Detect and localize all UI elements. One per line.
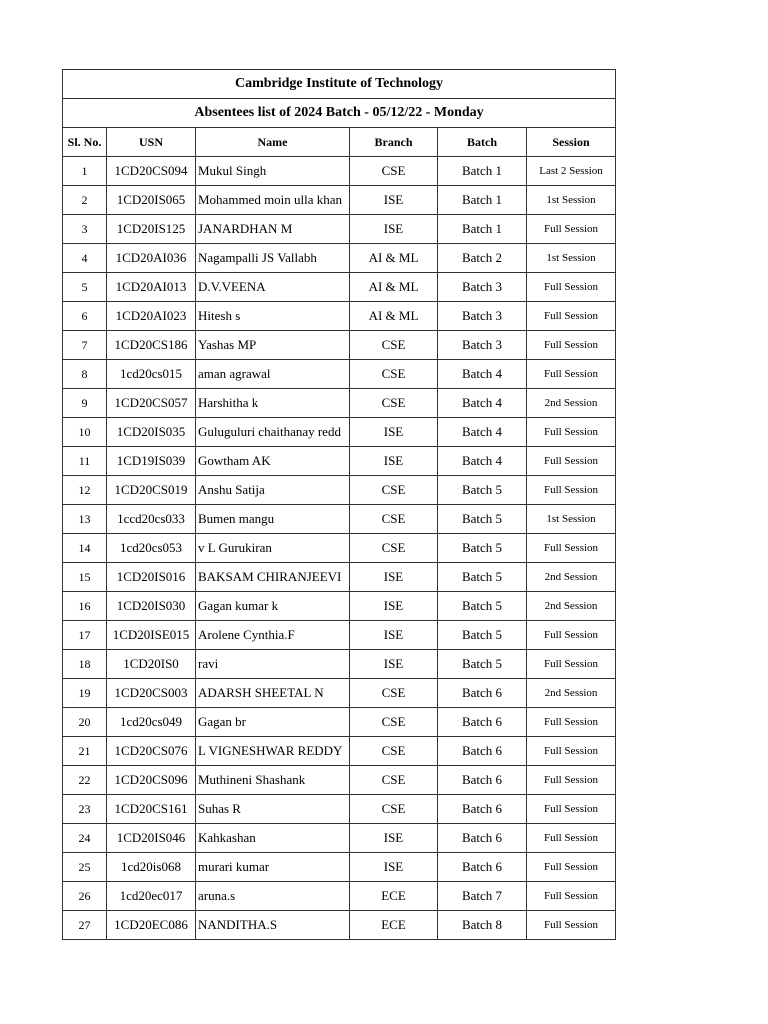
cell-branch: ISE	[350, 418, 438, 447]
table-row	[63, 737, 616, 766]
column-header-row	[63, 128, 616, 157]
cell-batch: Batch 3	[438, 273, 527, 302]
cell-batch: Batch 6	[438, 853, 527, 882]
cell-usn: 1CD20IS0	[107, 650, 196, 679]
table-row	[63, 331, 616, 360]
absentees-table	[62, 69, 616, 940]
institute-title: Cambridge Institute of Technology	[63, 70, 616, 99]
cell-sl: 5	[63, 273, 107, 302]
cell-sl: 16	[63, 592, 107, 621]
cell-session: 2nd Session	[527, 389, 616, 418]
cell-sl: 4	[63, 244, 107, 273]
cell-name: murari kumar	[196, 853, 350, 882]
cell-sl: 8	[63, 360, 107, 389]
cell-session: Full Session	[527, 534, 616, 563]
cell-name: NANDITHA.S	[196, 911, 350, 940]
cell-usn: 1CD20IS035	[107, 418, 196, 447]
cell-sl: 9	[63, 389, 107, 418]
cell-usn: 1CD20CS186	[107, 331, 196, 360]
cell-usn: 1CD20IS046	[107, 824, 196, 853]
cell-sl: 10	[63, 418, 107, 447]
cell-usn: 1cd20cs053	[107, 534, 196, 563]
cell-usn: 1CD20CS076	[107, 737, 196, 766]
table-row	[63, 853, 616, 882]
table-row	[63, 447, 616, 476]
cell-sl: 20	[63, 708, 107, 737]
column-header-batch: Batch	[438, 128, 527, 157]
cell-branch: ISE	[350, 563, 438, 592]
cell-usn: 1CD20CS003	[107, 679, 196, 708]
list-subtitle: Absentees list of 2024 Batch - 05/12/22 - Monday	[63, 99, 616, 128]
cell-batch: Batch 1	[438, 186, 527, 215]
table-row	[63, 650, 616, 679]
table-row	[63, 621, 616, 650]
table-row	[63, 418, 616, 447]
cell-sl: 26	[63, 882, 107, 911]
table-row	[63, 273, 616, 302]
cell-batch: Batch 4	[438, 447, 527, 476]
cell-sl: 11	[63, 447, 107, 476]
cell-batch: Batch 6	[438, 795, 527, 824]
cell-batch: Batch 1	[438, 157, 527, 186]
cell-batch: Batch 5	[438, 534, 527, 563]
cell-usn: 1CD20CS094	[107, 157, 196, 186]
table-row	[63, 215, 616, 244]
cell-sl: 22	[63, 766, 107, 795]
cell-session: 1st Session	[527, 505, 616, 534]
cell-sl: 17	[63, 621, 107, 650]
cell-sl: 6	[63, 302, 107, 331]
cell-batch: Batch 5	[438, 621, 527, 650]
cell-sl: 12	[63, 476, 107, 505]
cell-name: Arolene Cynthia.F	[196, 621, 350, 650]
cell-session: 2nd Session	[527, 592, 616, 621]
cell-name: Bumen mangu	[196, 505, 350, 534]
cell-name: Gagan br	[196, 708, 350, 737]
table-row	[63, 360, 616, 389]
cell-usn: 1CD20AI013	[107, 273, 196, 302]
table-row	[63, 302, 616, 331]
cell-name: Harshitha k	[196, 389, 350, 418]
cell-batch: Batch 6	[438, 708, 527, 737]
cell-name: aruna.s	[196, 882, 350, 911]
column-header-name: Name	[196, 128, 350, 157]
cell-usn: 1CD20CS096	[107, 766, 196, 795]
cell-session: 2nd Session	[527, 679, 616, 708]
cell-name: v L Gurukiran	[196, 534, 350, 563]
cell-sl: 13	[63, 505, 107, 534]
cell-branch: ISE	[350, 186, 438, 215]
cell-usn: 1cd20cs015	[107, 360, 196, 389]
cell-branch: AI & ML	[350, 244, 438, 273]
cell-name: Yashas MP	[196, 331, 350, 360]
cell-branch: ECE	[350, 911, 438, 940]
cell-usn: 1cd20ec017	[107, 882, 196, 911]
cell-usn: 1CD20IS125	[107, 215, 196, 244]
cell-sl: 24	[63, 824, 107, 853]
cell-branch: ISE	[350, 447, 438, 476]
cell-usn: 1CD20IS016	[107, 563, 196, 592]
cell-name: D.V.VEENA	[196, 273, 350, 302]
cell-session: Full Session	[527, 331, 616, 360]
table-row	[63, 882, 616, 911]
table-body	[63, 157, 616, 940]
cell-session: Full Session	[527, 882, 616, 911]
cell-name: Gowtham AK	[196, 447, 350, 476]
table-row	[63, 679, 616, 708]
cell-name: Kahkashan	[196, 824, 350, 853]
cell-usn: 1CD20CS019	[107, 476, 196, 505]
cell-sl: 7	[63, 331, 107, 360]
cell-name: JANARDHAN M	[196, 215, 350, 244]
cell-name: Nagampalli JS Vallabh	[196, 244, 350, 273]
cell-batch: Batch 8	[438, 911, 527, 940]
table-row	[63, 795, 616, 824]
cell-session: Last 2 Session	[527, 157, 616, 186]
cell-usn: 1CD20IS065	[107, 186, 196, 215]
cell-batch: Batch 4	[438, 418, 527, 447]
cell-session: Full Session	[527, 737, 616, 766]
cell-branch: CSE	[350, 737, 438, 766]
cell-branch: ISE	[350, 853, 438, 882]
cell-name: ADARSH SHEETAL N	[196, 679, 350, 708]
column-header-sl: Sl. No.	[63, 128, 107, 157]
cell-batch: Batch 5	[438, 650, 527, 679]
cell-batch: Batch 6	[438, 679, 527, 708]
cell-sl: 27	[63, 911, 107, 940]
cell-name: Hitesh s	[196, 302, 350, 331]
cell-branch: ISE	[350, 621, 438, 650]
cell-sl: 21	[63, 737, 107, 766]
cell-session: Full Session	[527, 621, 616, 650]
table-row	[63, 534, 616, 563]
cell-batch: Batch 6	[438, 824, 527, 853]
table-row	[63, 157, 616, 186]
table-row	[63, 911, 616, 940]
cell-name: Suhas R	[196, 795, 350, 824]
cell-name: Mohammed moin ulla khan	[196, 186, 350, 215]
cell-branch: CSE	[350, 360, 438, 389]
table-row	[63, 244, 616, 273]
cell-batch: Batch 5	[438, 592, 527, 621]
cell-session: Full Session	[527, 650, 616, 679]
cell-batch: Batch 4	[438, 360, 527, 389]
cell-sl: 1	[63, 157, 107, 186]
table-row	[63, 708, 616, 737]
cell-branch: CSE	[350, 795, 438, 824]
column-header-usn: USN	[107, 128, 196, 157]
cell-sl: 19	[63, 679, 107, 708]
cell-session: Full Session	[527, 708, 616, 737]
cell-session: Full Session	[527, 215, 616, 244]
cell-branch: ISE	[350, 592, 438, 621]
cell-session: Full Session	[527, 911, 616, 940]
cell-name: Anshu Satija	[196, 476, 350, 505]
cell-session: Full Session	[527, 360, 616, 389]
cell-branch: CSE	[350, 389, 438, 418]
table-row	[63, 563, 616, 592]
cell-batch: Batch 6	[438, 737, 527, 766]
table-row	[63, 592, 616, 621]
cell-branch: AI & ML	[350, 273, 438, 302]
table-row	[63, 389, 616, 418]
cell-branch: CSE	[350, 331, 438, 360]
cell-branch: ISE	[350, 650, 438, 679]
cell-batch: Batch 5	[438, 505, 527, 534]
cell-branch: CSE	[350, 534, 438, 563]
table-row	[63, 476, 616, 505]
cell-branch: CSE	[350, 708, 438, 737]
column-header-session: Session	[527, 128, 616, 157]
cell-usn: 1CD20EC086	[107, 911, 196, 940]
cell-session: Full Session	[527, 853, 616, 882]
cell-branch: CSE	[350, 679, 438, 708]
cell-session: 1st Session	[527, 244, 616, 273]
table-row	[63, 824, 616, 853]
subtitle-row	[63, 99, 616, 128]
cell-session: Full Session	[527, 418, 616, 447]
cell-session: 1st Session	[527, 186, 616, 215]
cell-session: Full Session	[527, 447, 616, 476]
cell-usn: 1CD20AI023	[107, 302, 196, 331]
cell-batch: Batch 4	[438, 389, 527, 418]
cell-session: Full Session	[527, 302, 616, 331]
cell-usn: 1CD20ISE015	[107, 621, 196, 650]
cell-name: L VIGNESHWAR REDDY	[196, 737, 350, 766]
cell-name: ravi	[196, 650, 350, 679]
cell-session: Full Session	[527, 824, 616, 853]
cell-name: Guluguluri chaithanay redd	[196, 418, 350, 447]
cell-batch: Batch 6	[438, 766, 527, 795]
cell-session: 2nd Session	[527, 563, 616, 592]
cell-batch: Batch 7	[438, 882, 527, 911]
cell-session: Full Session	[527, 273, 616, 302]
cell-session: Full Session	[527, 766, 616, 795]
cell-sl: 2	[63, 186, 107, 215]
cell-batch: Batch 1	[438, 215, 527, 244]
cell-batch: Batch 5	[438, 563, 527, 592]
cell-sl: 14	[63, 534, 107, 563]
cell-name: aman agrawal	[196, 360, 350, 389]
cell-usn: 1CD20AI036	[107, 244, 196, 273]
cell-usn: 1cd20is068	[107, 853, 196, 882]
cell-sl: 25	[63, 853, 107, 882]
cell-session: Full Session	[527, 795, 616, 824]
cell-branch: CSE	[350, 505, 438, 534]
cell-usn: 1CD20CS057	[107, 389, 196, 418]
cell-usn: 1cd20cs049	[107, 708, 196, 737]
cell-branch: ISE	[350, 215, 438, 244]
cell-session: Full Session	[527, 476, 616, 505]
table-row	[63, 186, 616, 215]
table-row	[63, 766, 616, 795]
cell-branch: CSE	[350, 476, 438, 505]
cell-sl: 23	[63, 795, 107, 824]
cell-branch: CSE	[350, 766, 438, 795]
cell-name: Muthineni Shashank	[196, 766, 350, 795]
cell-usn: 1ccd20cs033	[107, 505, 196, 534]
cell-batch: Batch 3	[438, 302, 527, 331]
cell-branch: ECE	[350, 882, 438, 911]
cell-batch: Batch 5	[438, 476, 527, 505]
cell-batch: Batch 2	[438, 244, 527, 273]
table-row	[63, 505, 616, 534]
cell-name: BAKSAM CHIRANJEEVI	[196, 563, 350, 592]
cell-sl: 18	[63, 650, 107, 679]
column-header-branch: Branch	[350, 128, 438, 157]
cell-branch: AI & ML	[350, 302, 438, 331]
cell-name: Mukul Singh	[196, 157, 350, 186]
cell-branch: ISE	[350, 824, 438, 853]
cell-usn: 1CD20CS161	[107, 795, 196, 824]
cell-usn: 1CD19IS039	[107, 447, 196, 476]
cell-usn: 1CD20IS030	[107, 592, 196, 621]
cell-sl: 3	[63, 215, 107, 244]
cell-batch: Batch 3	[438, 331, 527, 360]
cell-branch: CSE	[350, 157, 438, 186]
institute-row	[63, 70, 616, 99]
cell-sl: 15	[63, 563, 107, 592]
cell-name: Gagan kumar k	[196, 592, 350, 621]
